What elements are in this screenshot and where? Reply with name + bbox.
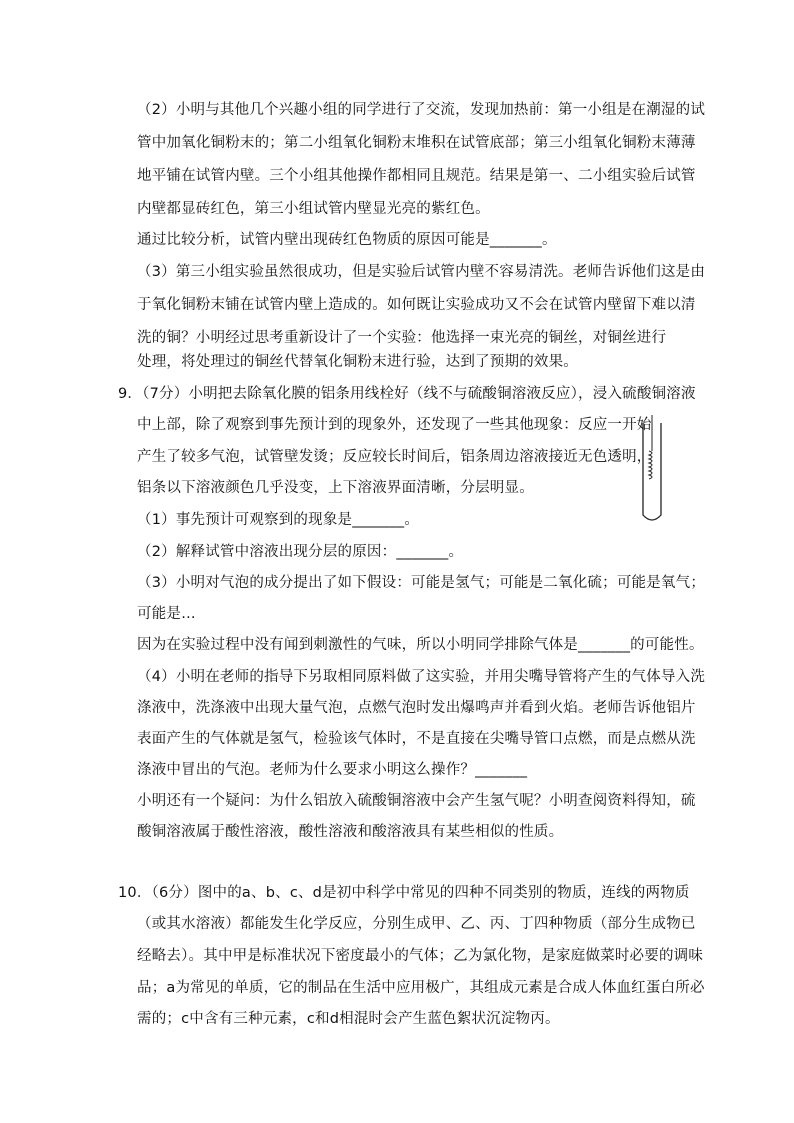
q8-p2-line3: 地平铺在试管内壁。三个小组其他操作都相同且规范。结果是第一、二小组实验后试管: [137, 168, 696, 184]
aluminum-strip-coil: [649, 451, 652, 479]
q10-line3: 经略去）。其中甲是标准状况下密度最小的气体；乙为氯化物，是家庭做菜时必要的调味: [137, 948, 704, 964]
q9-sub3-question: 因为在实验过程中没有闻到刺激性的气味，所以小明同学排除气体是_______的可能性。: [137, 637, 704, 653]
q9-intro-line1: 9．（7分）小明把去除氧化膜的铝条用线栓好（线不与硫酸铜溶液反应），浸入硫酸铜溶液: [118, 386, 696, 402]
q9-sub3-line2: 可能是…: [137, 606, 196, 622]
q9-tail-line2: 酸铜溶液属于酸性溶液，酸性溶液和酸溶液具有某些相似的性质。: [137, 824, 564, 840]
q10-line1: 10．（6分）图中的a、b、c、d是初中科学中常见的四种不同类别的物质，连线的两物质: [118, 885, 690, 901]
q8-p2-line4: 内壁都显砖红色，第三小组试管内壁显光亮的紫红色。: [137, 201, 490, 217]
q8-p2-line2: 管中加氧化铜粉末的；第二小组氧化铜粉末堆积在试管底部；第三小组氧化铜粉末薄薄: [137, 135, 696, 151]
q9-sub2: （2）解释试管中溶液出现分层的原因：_______。: [137, 544, 464, 560]
q9-intro-line4: 铝条以下溶液颜色几乎没变，上下溶液界面清晰，分层明显。: [137, 480, 534, 496]
q9-sub1: （1）事先预计可观察到的现象是_______。: [137, 512, 420, 528]
q8-p3-line4: 处理，将处理过的铜丝代替氧化铜粉末进行验，达到了预期的效果。: [137, 354, 578, 370]
q10-line5: 需的；c中含有三种元素，c和d相混时会产生蓝色絮状沉淀物丙。: [137, 1011, 560, 1027]
q8-p3-line2: 于氧化铜粉末铺在试管内壁上造成的。如何既让实验成功又不会在试管内壁留下难以清: [137, 297, 696, 313]
q8-p2-line1: （2）小明与其他几个兴趣小组的同学进行了交流，发现加热前：第一小组是在潮湿的试: [137, 102, 706, 118]
q9-sub3-line1: （3）小明对气泡的成分提出了如下假设：可能是氢气；可能是二氧化硫；可能是氧气；: [137, 575, 706, 591]
q8-p3-line3: 洗的铜？小明经过思考重新设计了一个实验：他选择一束光亮的铜丝，对铜丝进行: [137, 330, 667, 346]
q10-line2: （或其水溶液）都能发生化学反应，分别生成甲、乙、丙、丁四种物质（部分生成物已: [137, 916, 696, 932]
test-tube-diagram: [640, 415, 664, 525]
q10-line4: 品；a为常见的单质，它的制品在生活中应用极广，其组成元素是合成人体血红蛋白所必: [137, 980, 705, 996]
q9-intro-line2: 中上部，除了观察到事先预计到的现象外，还发现了一些其他现象：反应一开始: [137, 417, 652, 433]
q9-sub4-line1: （4）小明在老师的指导下另取相同原料做了这实验，并用尖嘴导管将产生的气体导入洗: [137, 669, 706, 685]
q9-sub4-line3: 表面产生的气体就是氢气，检验该气体时，不是直接在尖嘴导管口点燃，而是点燃从洗: [137, 731, 696, 747]
q9-sub4-line4: 涤液中冒出的气泡。老师为什么要求小明这么操作？_______: [137, 762, 528, 778]
q9-tail-line1: 小明还有一个疑问：为什么铝放入硫酸铜溶液中会产生氢气呢？小明查阅资料得知，硫: [137, 793, 696, 809]
q9-intro-line3: 产生了较多气泡，试管壁发烫；反应较长时间后，铝条周边溶液接近无色透明，: [137, 449, 652, 465]
q8-p2-question: 通过比较分析，试管内壁出现砖红色物质的原因可能是_______。: [137, 232, 557, 248]
q9-sub4-line2: 涤液中，洗涤液中出现大量气泡，点燃气泡时发出爆鸣声并看到火焰。老师告诉他铝片: [137, 700, 696, 716]
q8-p3-line1: （3）第三小组实验虽然很成功，但是实验后试管内壁不容易清洗。老师告诉他们这是由: [137, 264, 706, 280]
